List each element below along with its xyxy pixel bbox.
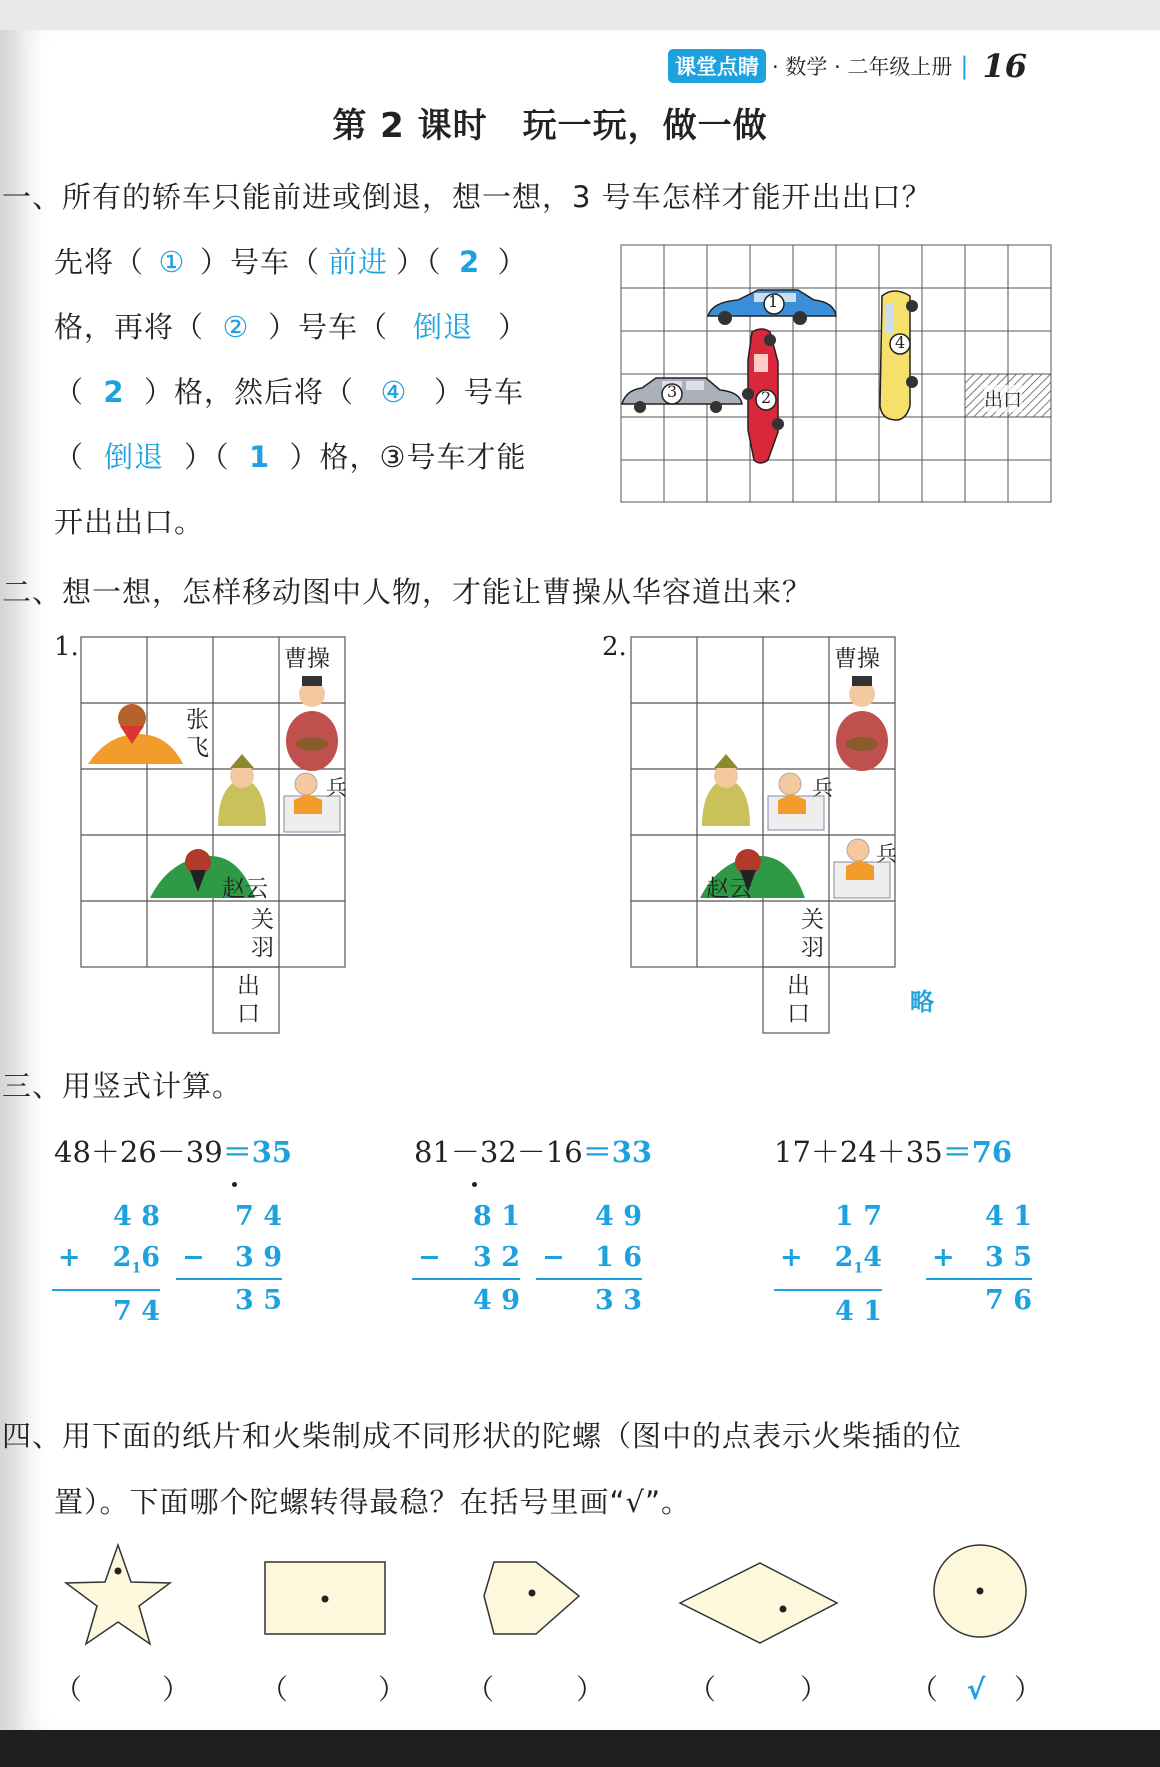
section4-title-2: 置）。下面哪个陀螺转得最稳？在括号里画“√”。 [54, 1485, 692, 1519]
equation-1: 48＋26－39＝35 [54, 1135, 293, 1169]
answer-forward: 前进 [328, 245, 389, 279]
answer-steps-1: 2 [458, 245, 481, 279]
equation-3: 17＋24＋35＝76 [774, 1135, 1013, 1169]
s1-line2: 格，再将（ ② ）号车（ 倒退 ） [54, 305, 528, 346]
rhombus-shape [680, 1563, 837, 1643]
answer-omitted: 略 [910, 988, 934, 1016]
puzzle-1-number: 1. [54, 632, 79, 662]
vertical-calc-1b: 7 4 − 3 9 3 5 [176, 1196, 282, 1321]
s1-line3: （ 2 ）格，然后将（ ④ ）号车 [54, 375, 525, 409]
answer-backward-2: 倒退 [104, 440, 165, 474]
car-3-label: 3 [667, 382, 678, 401]
top-strip [0, 0, 1160, 30]
borrow-dot-1 [232, 1182, 237, 1187]
caocao-figure-1 [286, 676, 338, 771]
car-3 [622, 378, 742, 413]
vertical-calc-2a: 8 1 − 3 2 4 9 [412, 1196, 520, 1321]
page-number: 16 [982, 47, 1028, 85]
answer-steps-3: 1 [248, 440, 271, 474]
huarong-board-2 [630, 636, 898, 1036]
zhangfei-figure [88, 704, 183, 764]
checkmark-answer: √ [966, 1673, 986, 1706]
label-zhaoyun-1: 赵云 [222, 876, 268, 902]
answer-steps-2: 2 [103, 375, 125, 409]
label-caocao-1: 曹操 [284, 646, 330, 672]
huarong-board-1 [80, 636, 348, 1036]
label-guanyu-2: 关羽 [801, 907, 824, 961]
answer-paren-star[interactable]: （ ） [54, 1673, 191, 1706]
star-shape [66, 1545, 170, 1644]
zhaoyun-figure-2 [702, 754, 750, 826]
section2-title: 二、想一想，怎样移动图中人物，才能让曹操从华容道出来？ [2, 575, 813, 609]
label-soldier-3: 兵 [876, 842, 897, 866]
label-zhaoyun-2: 赵云 [706, 876, 752, 902]
zhaoyun-figure [218, 754, 266, 826]
section3-title: 三、用竖式计算。 [2, 1069, 243, 1103]
caocao-figure-2 [836, 676, 888, 771]
answer-paren-circle[interactable]: （ √ ） [910, 1673, 1043, 1706]
top-shapes [60, 1540, 1040, 1650]
s1-line5: 开出出口。 [54, 505, 205, 539]
section1-title: 一、所有的轿车只能前进或倒退，想一想，3 号车怎样才能开出出口？ [2, 180, 932, 214]
vertical-calc-2b: 4 9 − 1 6 3 3 [536, 1196, 642, 1321]
circle-shape [934, 1545, 1026, 1637]
parking-grid [620, 244, 1052, 504]
car-4 [880, 291, 918, 420]
hexagon-shape [484, 1562, 579, 1634]
lesson-title: 第 2 课时 玩一玩，做一做 [332, 106, 768, 146]
label-exit-1: 出口 [237, 973, 260, 1027]
header-badge: 课堂点睛 [668, 49, 766, 83]
car-1-label: 1 [768, 292, 779, 311]
label-exit-2: 出口 [787, 973, 810, 1027]
puzzle-2-number: 2. [602, 632, 627, 662]
answer-paren-rhombus[interactable]: （ ） [688, 1673, 829, 1706]
label-soldier-1: 兵 [326, 776, 347, 800]
exit-label: 出口 [984, 385, 1022, 412]
label-zhangfei: 张飞 [186, 707, 209, 761]
label-caocao-2: 曹操 [834, 646, 880, 672]
vertical-calc-3a: 1 7 + $2_14$ 4 1 [774, 1196, 882, 1332]
header-subject: · 数学 · 二年级上册 [772, 55, 953, 79]
section4-title-1: 四、用下面的纸片和火柴制成不同形状的陀螺（图中的点表示火柴插的位 [2, 1419, 963, 1453]
vertical-calc-3b: 4 1 + 3 5 7 6 [926, 1196, 1032, 1321]
car-2-label: 2 [761, 388, 772, 407]
label-soldier-2: 兵 [812, 776, 833, 800]
answer-car-2: ② [222, 310, 250, 344]
s1-line1: 先将（ ① ）号车（ 前进 ）（ 2 ） [54, 240, 528, 281]
car-4-label: 4 [895, 333, 906, 352]
answer-car-1: ① [158, 245, 186, 279]
header-separator: | [960, 52, 969, 80]
borrow-dot-2 [472, 1182, 477, 1187]
answer-backward-1: 倒退 [413, 310, 474, 344]
page-header [668, 47, 1028, 85]
vertical-calc-1a: 4 8 + $2_16$ 7 4 [52, 1196, 160, 1332]
label-guanyu-1: 关羽 [251, 907, 274, 961]
answer-paren-hexagon[interactable]: （ ） [466, 1673, 605, 1706]
answer-car-4: ④ [380, 375, 408, 409]
rectangle-shape [265, 1562, 385, 1634]
equation-2: 81－32－16＝33 [414, 1135, 653, 1169]
answer-paren-rectangle[interactable]: （ ） [260, 1673, 407, 1706]
s1-line4: （ 倒退 ）（ 1 ）格，③号车才能 [54, 435, 527, 476]
